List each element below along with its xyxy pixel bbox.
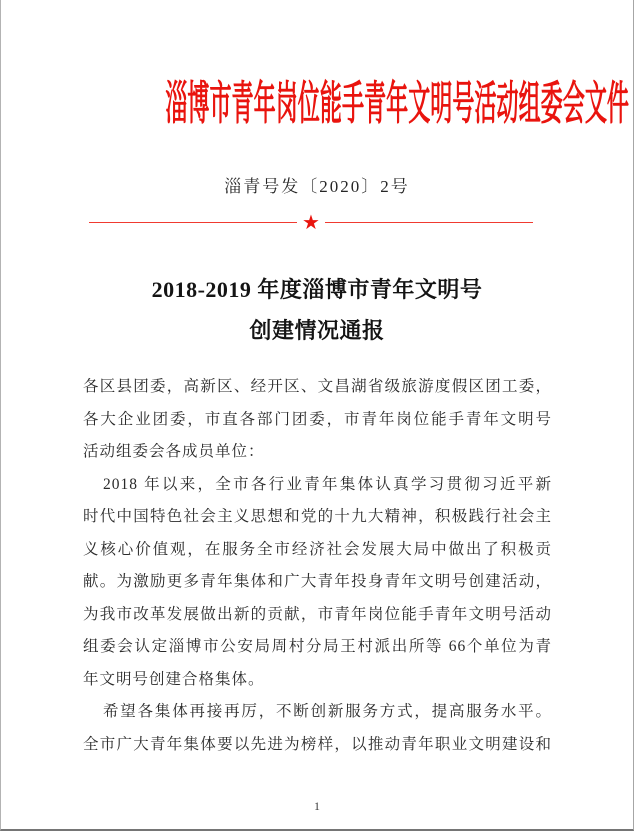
body-line: 年文明号创建合格集体。 <box>83 670 265 688</box>
document-title-line1: 2018-2019 年度淄博市青年文明号 <box>151 277 483 302</box>
body-line: 活动组委会各成员单位： <box>83 443 265 460</box>
red-rule-left <box>89 222 297 223</box>
body-text <box>83 371 552 761</box>
body-line: 各区县团委，高新区、经开区、文昌湖省级旅游度假区团工委， <box>83 378 552 395</box>
page-number: 1 <box>314 799 320 813</box>
document-title-line2: 创建情况通报 <box>249 317 385 343</box>
body-line: 2018 年以来，全市各行业青年集体认真学习贯彻习近平新 <box>103 475 552 493</box>
star-icon: ★ <box>302 210 320 234</box>
body-line: 义核心价值观，在服务全市经济社会发展大局中做出了积极贡 <box>83 540 552 558</box>
body-line: 为我市改革发展做出新的贡献，市青年岗位能手青年文明号活动 <box>83 605 552 623</box>
body-line: 组委会认定淄博市公安局周村分局王村派出所等 66个单位为青 <box>83 638 552 655</box>
body-line: 时代中国特色社会主义思想和党的十九大精神，积极践行社会主 <box>83 508 552 525</box>
doc-number: 淄青号发〔2020〕2号 <box>224 177 410 196</box>
body-line: 希望各集体再接再厉，不断创新服务方式，提高服务水平。 <box>103 703 552 720</box>
body-line: 全市广大青年集体要以先进为榜样，以推动青年职业文明建设和 <box>83 735 552 753</box>
separator-rule <box>89 212 533 232</box>
body-line: 各大企业团委，市直各部门团委，市青年岗位能手青年文明号 <box>83 410 552 428</box>
red-header-title: 淄博市青年岗位能手青年文明号活动组委会文件 <box>165 78 629 129</box>
red-rule-right <box>325 222 533 223</box>
body-line: 献。为激励更多青年集体和广大青年投身青年文明号创建活动， <box>83 573 552 590</box>
document-title <box>1 270 633 351</box>
